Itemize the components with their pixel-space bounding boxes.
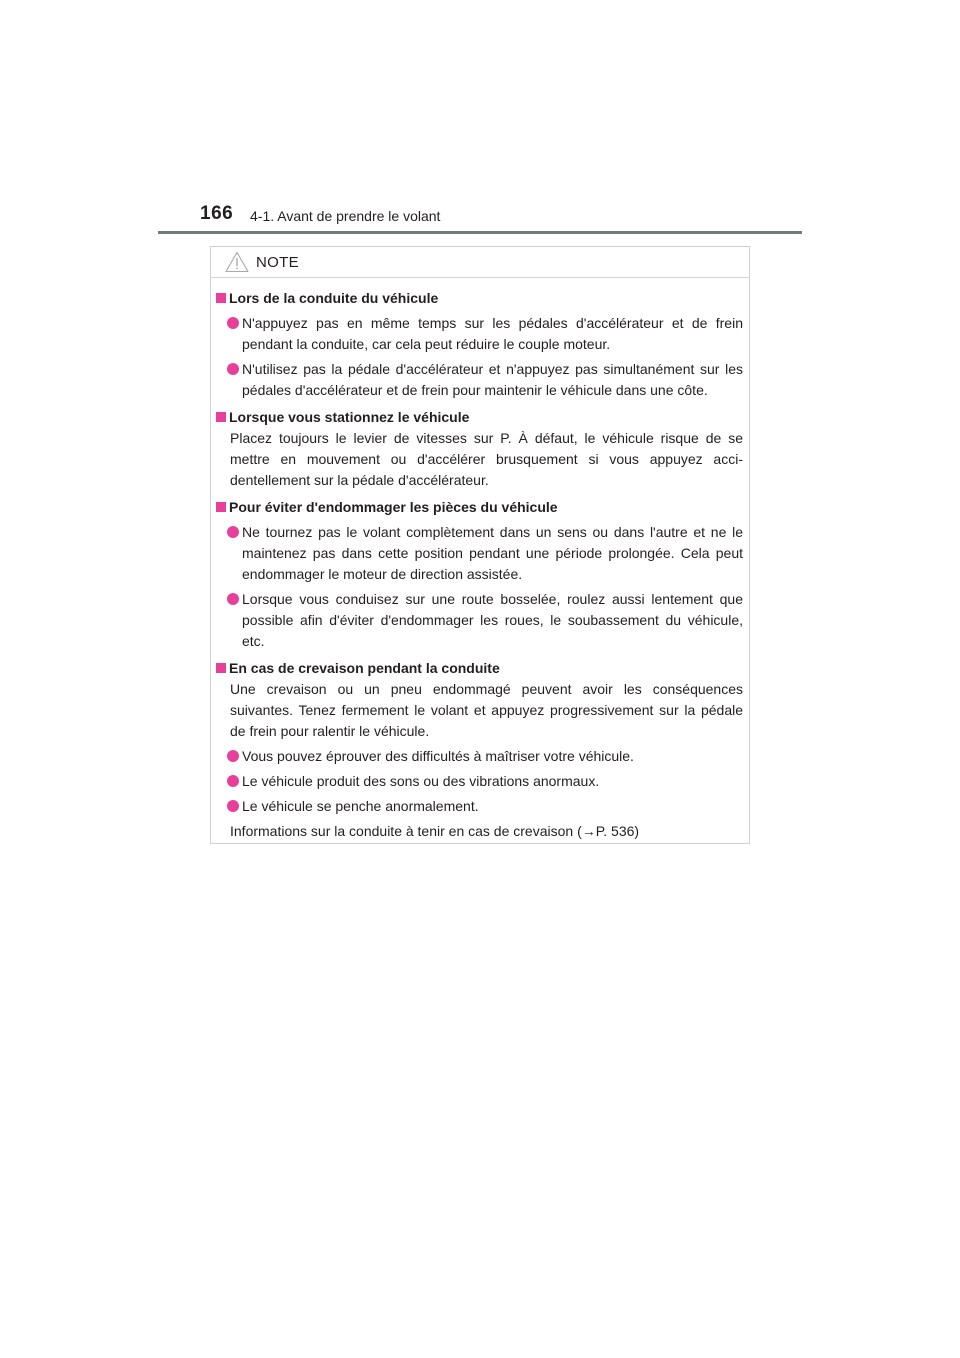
list-item: Ne tournez pas le volant complètement dans un sens ou dans l'autre et ne le maintenez pas dans cette position pendant une période prolongée. Cela peut endommager le moteur de direction assistée.	[242, 522, 743, 585]
circle-bullet-icon	[227, 526, 239, 538]
list-item: Le véhicule produit des sons ou des vibrations anormaux.	[242, 771, 743, 792]
list-item: N'appuyez pas en même temps sur les pédales d'accélérateur et de frein pendant la conduite, car cela peut réduire le couple moteur.	[242, 313, 743, 355]
circle-bullet-icon	[227, 800, 239, 812]
circle-bullet-icon	[227, 775, 239, 787]
section-heading: Lorsque vous stationnez le véhicule	[211, 407, 749, 428]
note-content	[211, 288, 749, 842]
list-item: N'utilisez pas la pédale d'accélérateur et n'appuyez pas simultanément sur les pédales d'accélérateur et de frein pour maintenir le véhicule dans une côte.	[242, 359, 743, 401]
circle-bullet-icon	[227, 317, 239, 329]
list-item: Lorsque vous conduisez sur une route bosselée, roulez aussi lentement que possible afin d'éviter d'endommager les roues, le soubassement du véhicule, etc.	[242, 589, 743, 652]
list-item: Vous pouvez éprouver des difficultés à maîtriser votre véhicule.	[242, 746, 743, 767]
paragraph: Une crevaison ou un pneu endommagé peuvent avoir les conséquences suivantes. Tenez fermement le volant et appuyez progressivement sur la pédale de frein pour ralentir le véhicule.	[230, 681, 743, 739]
circle-bullet-icon	[227, 363, 239, 375]
square-bullet-icon	[216, 293, 226, 303]
circle-bullet-icon	[227, 750, 239, 762]
header-rule	[158, 231, 802, 234]
square-bullet-icon	[216, 502, 226, 512]
section-heading: Pour éviter d'endommager les pièces du véhicule	[211, 497, 749, 518]
section-title: 4-1. Avant de prendre le volant	[250, 208, 441, 224]
page-header	[158, 203, 802, 235]
page-number: 166	[200, 203, 234, 224]
circle-bullet-icon	[227, 593, 239, 605]
square-bullet-icon	[216, 663, 226, 673]
square-bullet-icon	[216, 412, 226, 422]
note-header	[211, 247, 749, 278]
note-label: NOTE	[256, 254, 299, 271]
paragraph: Informations sur la conduite à tenir en cas de crevaison (→P. 536)	[230, 823, 640, 839]
list-item: Le véhicule se penche anormalement.	[242, 796, 743, 817]
note-box	[210, 246, 750, 844]
warning-triangle-icon	[225, 251, 249, 273]
paragraph: Placez toujours le levier de vitesses sur P. À défaut, le véhicule risque de se mettre en mouvement ou d'accélérer brusquement si vous appuyez acci-dentellement sur la pédale d'accélérateur.	[230, 430, 743, 488]
section-heading: Lors de la conduite du véhicule	[211, 288, 749, 309]
section-heading: En cas de crevaison pendant la conduite	[211, 658, 749, 679]
